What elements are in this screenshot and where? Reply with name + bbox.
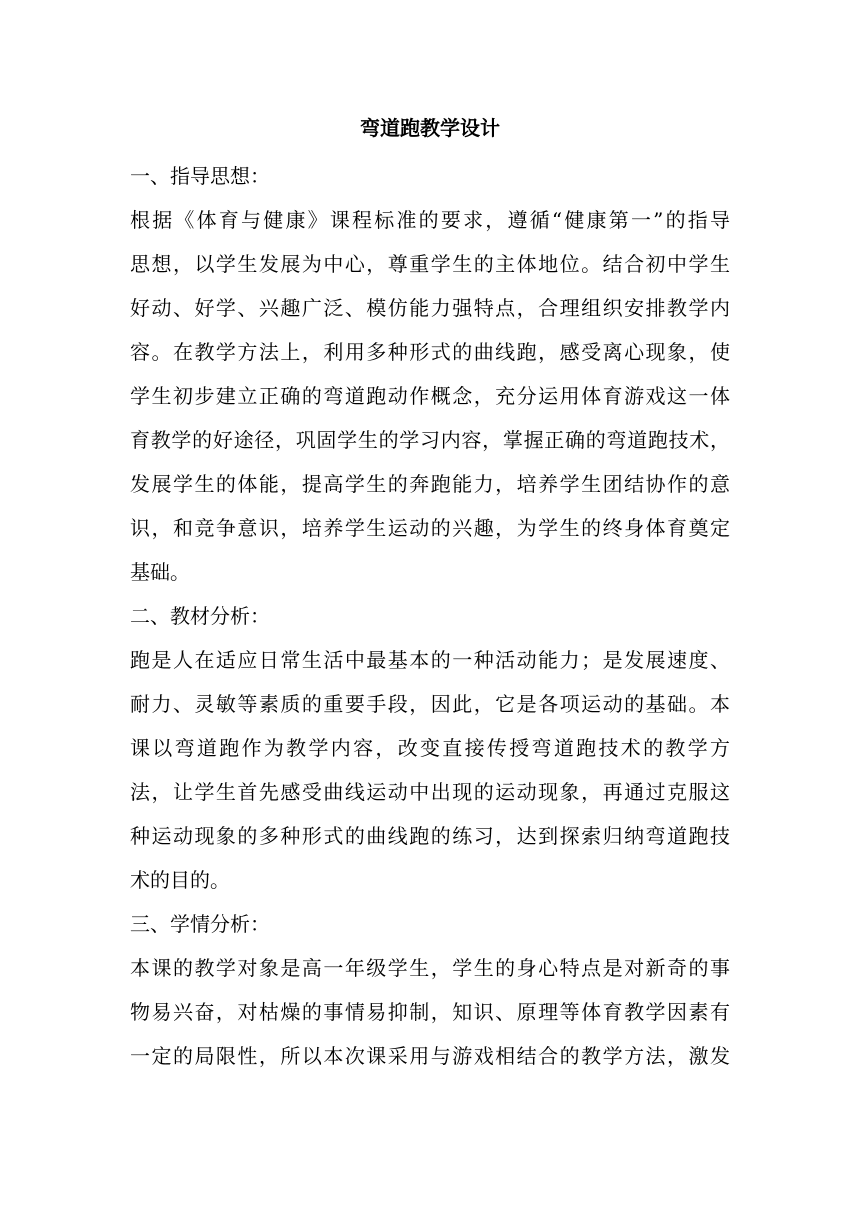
paragraph-line: 基础。 [130,560,190,584]
paragraph-line: 发展学生的体能，提高学生的奔跑能力，培养学生团结协作的意 [130,472,730,496]
paragraph-line: 术的目的。 [130,868,230,892]
document-title: 弯道跑教学设计 [360,116,500,140]
paragraph-line: 种运动现象的多种形式的曲线跑的练习，达到探索归纳弯道跑技 [130,824,730,848]
paragraph-line: 物易兴奋，对枯燥的事情易抑制，知识、原理等体育教学因素有 [130,1000,730,1024]
document-body [130,154,730,1078]
paragraph-line: 好动、好学、兴趣广泛、模仿能力强特点，合理组织安排教学内 [130,296,730,320]
section-paragraph-guiding-ideology [130,198,730,594]
paragraph-line: 识，和竞争意识，培养学生运动的兴趣，为学生的终身体育奠定 [130,516,730,540]
paragraph-line: 容。在教学方法上，利用多种形式的曲线跑，感受离心现象，使 [130,340,730,364]
section-paragraph-material-analysis [130,638,730,902]
section-paragraph-learner-analysis [130,946,730,1078]
paragraph-line: 根据《体育与健康》课程标准的要求，遵循“健康第一”的指导 [130,208,730,232]
paragraph-line: 思想，以学生发展为中心，尊重学生的主体地位。结合初中学生 [130,252,730,276]
section-heading-learner-analysis: 三、学情分析： [130,912,270,936]
paragraph-line: 耐力、灵敏等素质的重要手段，因此，它是各项运动的基础。本 [130,692,730,716]
paragraph-line: 本课的教学对象是高一年级学生，学生的身心特点是对新奇的事 [130,956,730,980]
paragraph-line: 法，让学生首先感受曲线运动中出现的运动现象，再通过克服这 [130,780,730,804]
paragraph-line: 一定的局限性，所以本次课采用与游戏相结合的教学方法，激发 [130,1044,730,1068]
paragraph-line: 跑是人在适应日常生活中最基本的一种活动能力；是发展速度、 [130,648,730,672]
paragraph-line: 育教学的好途径，巩固学生的学习内容，掌握正确的弯道跑技术， [130,428,730,452]
section-heading-material-analysis: 二、教材分析： [130,604,270,628]
section-heading-guiding-ideology: 一、指导思想： [130,164,270,188]
paragraph-line: 课以弯道跑作为教学内容，改变直接传授弯道跑技术的教学方 [130,736,730,760]
paragraph-line: 学生初步建立正确的弯道跑动作概念，充分运用体育游戏这一体 [130,384,730,408]
